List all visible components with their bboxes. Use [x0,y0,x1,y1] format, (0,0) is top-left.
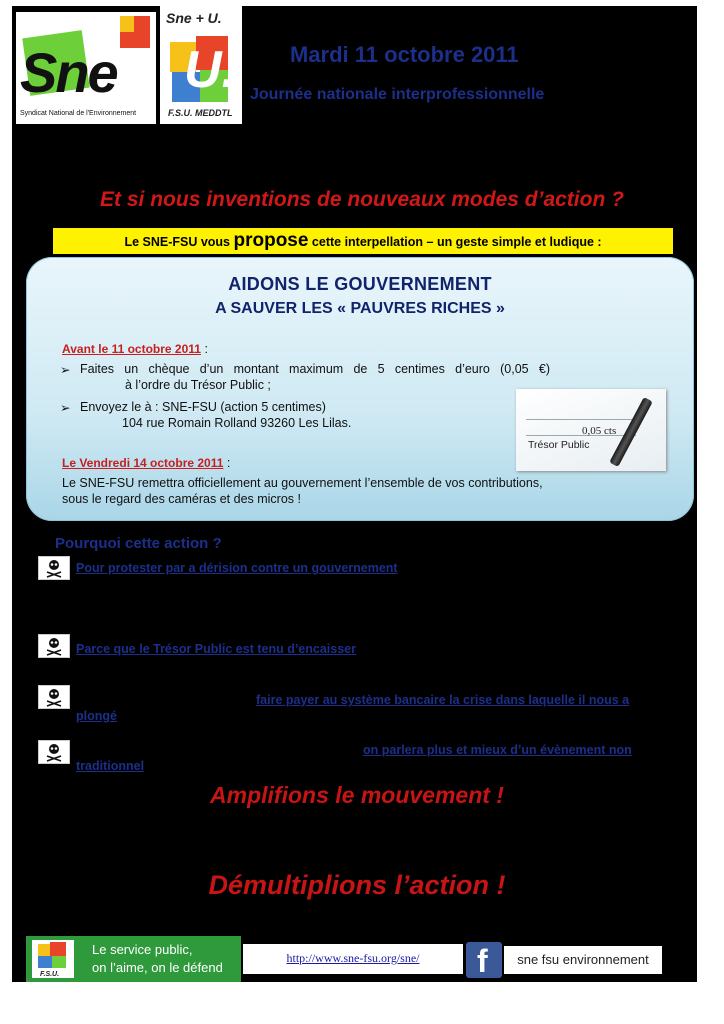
svg-text:F.S.U.: F.S.U. [40,971,60,978]
demultiply-slogan: Démultiplions l’action ! [208,870,506,900]
propose-after: cette interpellation – un geste simple et ludique : [308,235,602,249]
slogan-line-1: Le service public, [92,942,193,957]
why-title: Pourquoi cette action ? [55,535,222,552]
bullet-2-line-2: 104 rue Romain Rolland 93260 Les Lilas. [122,416,352,430]
why-item-3-continued: plongé [76,709,117,723]
sne-logo [16,12,156,124]
final-line-2: sous le regard des caméras et des micros ! [62,492,301,506]
propose-banner [53,228,673,254]
logo-sne-caption: Syndicat National de l'Environnement [20,110,137,117]
amplify-slogan: Amplifions le mouvement ! [210,782,504,808]
arrow-icon: ➢ [60,363,71,377]
box-title-1: AIDONS LE GOUVERNEMENT [228,274,492,294]
box-title-2: A SAUVER LES « PAUVRES RICHES » [215,300,505,317]
facebook-label[interactable]: sne fsu environnement [504,946,662,974]
cheque-payee: Trésor Public [528,439,590,451]
website-link[interactable]: http://www.sne-fsu.org/sne/ [286,951,420,965]
deadline-2-suffix: : [223,456,231,470]
fsu-logo [160,6,242,124]
propose-before: Le SNE-FSU vous [124,235,234,249]
why-item-1: Pour protester par a dérision contre un gouvernement [76,561,398,575]
deadline-1-suffix: : [200,342,208,356]
cheque-amount: 0,05 cts [582,425,617,437]
propose-big: propose [233,230,309,251]
deadline-1 [62,340,208,358]
cheque-line [526,419,636,420]
cheque-image [516,389,666,471]
why-item-2: Parce que le Trésor Public est tenu d’encaisser [76,642,356,656]
event-subtitle: Journée nationale interprofessionnelle [250,86,545,103]
service-public-banner [26,936,241,982]
why-item-4-continued: traditionnel [76,759,145,773]
deadline-2-date: Le Vendredi 14 octobre 2011 [62,456,224,470]
why-item-4: on parlera plus et mieux d’un évènement non [363,743,632,757]
cheque-line [526,435,636,436]
skull-icon [38,740,70,764]
deadline-1-date: Avant le 11 octobre 2011 [62,342,201,356]
facebook-icon[interactable]: f [466,942,502,978]
logo-fsu-caption: F.S.U. MEDDTL [168,108,233,118]
slogan-line-2: on l’aime, on le défend [92,960,223,975]
arrow-icon: ➢ [60,401,71,415]
event-date: Mardi 11 octobre 2011 [290,42,519,67]
logo-u-mark-accent [120,16,134,32]
fsu-mini-logo [32,940,74,978]
final-line-1: Le SNE-FSU remettra officiellement au gouvernement l’ensemble de vos contributions, [62,476,543,490]
website-link-box [243,944,463,974]
bullet-1-line-2: à l’ordre du Trésor Public ; [125,378,271,392]
logo-sne-word: Sne [20,41,117,104]
why-item-3: faire payer au système bancaire la crise dans laquelle il nous a [256,693,630,707]
logo-fsu-u: U. [184,41,236,99]
skull-icon [38,685,70,709]
deadline-2 [62,454,230,472]
skull-icon [38,634,70,658]
bullet-2-line-1: Envoyez le à : SNE-FSU (action 5 centimes) [80,400,326,414]
bullet-1-line-1: Faites un chèque d’un montant maximum de 5 centimes d’euro (0,05 €) [80,362,550,376]
headline: Et si nous inventions de nouveaux modes d’action ? [100,188,624,211]
skull-icon [38,556,70,580]
logo-fsu-top: Sne + U. [166,10,222,26]
